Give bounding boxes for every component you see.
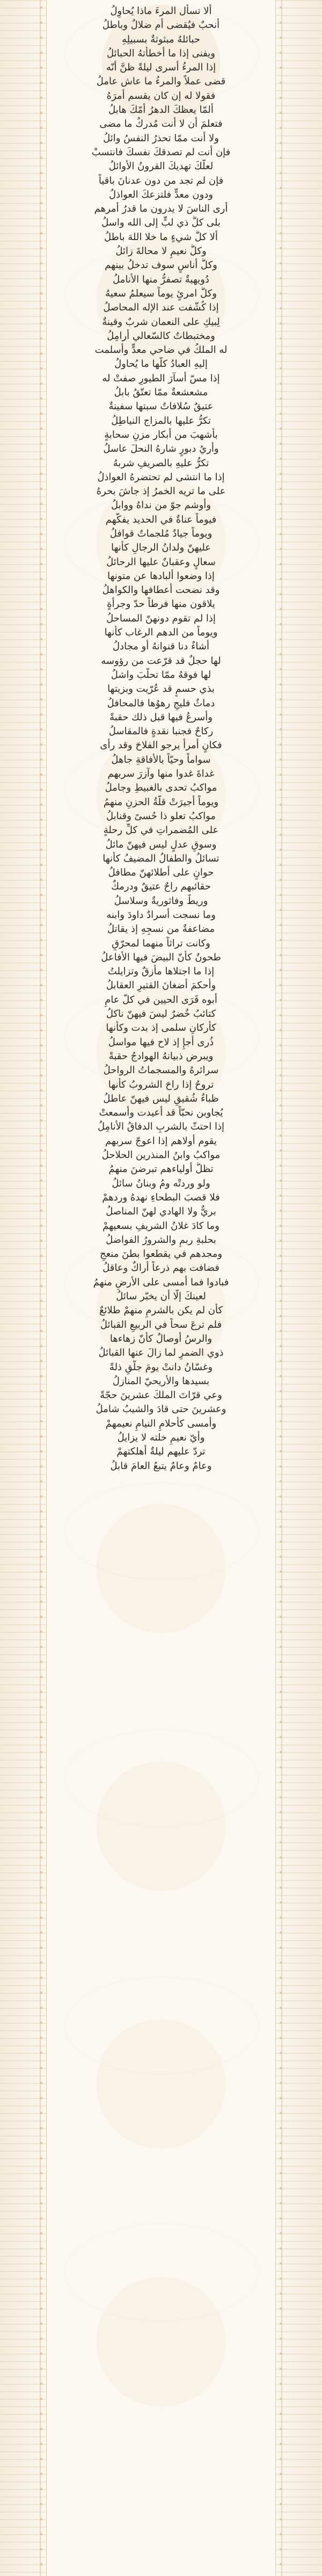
poem-line: وريطٌ وفاثوريةٌ وسلاسلُ — [114, 895, 208, 907]
poem-line: كأن لم يكن بالشرمِ منهمْ طلائعٌ — [99, 1305, 223, 1316]
poem-line: إذا كُشّفت عند الإله المحاصلُ — [103, 302, 219, 314]
right-ornamental-border — [275, 0, 322, 2576]
poem-line: لِبيكِ على النعمان شربٌ وقينةٌ — [102, 316, 220, 328]
poem-line: إذا لم تقوم دونهنّ المساحلُ — [106, 612, 216, 624]
poem-line: حوانٍ على أطلائهنّ مطافلُ — [108, 867, 214, 879]
poem-line: ويوماً من الدهم الرغاب كأنها — [104, 627, 218, 639]
poem-line: أرى الناسَ لا يدرون ما قدرُ أمرهم — [94, 203, 228, 215]
poem-line — [42, 1657, 280, 1671]
poem-line: لعينكَ إلّا أن يخبّر سائلُ — [116, 1291, 206, 1303]
poem-line: وعامٌ وعامٌ يتبعُ العامَ قابلُ — [110, 1460, 212, 1472]
poem-line: وكلُّ نعيمٍ لا محالةَ زائلُ — [115, 245, 207, 257]
poem-line: فتعلمَ أن لا أنت مُدركُ ما مضى — [99, 118, 223, 130]
poem-line: ويفنى إذا ما أخطأتهُ الحبائلُ — [107, 47, 215, 59]
poem-line: ومجدهم في يقطعوا بطنَ منعجٍ — [99, 1248, 223, 1260]
poem-line: إذا المرءُ أسرى ليلةً ظنَّ أنّه — [106, 62, 216, 74]
poem-line: بسيدها والأريحيّ المنازلُ — [112, 1375, 210, 1387]
poem-line: بريٌّ ولا الهادي لهنّ المناصلُ — [106, 1206, 216, 1218]
poem-line: سواماً وحيّاً بالأفاقةِ جاهلُ — [111, 754, 211, 765]
poem-line: وغسّانُ دانتْ يومَ جلّقِ ذلةً — [109, 1361, 213, 1373]
poem-line: فإن أنت لم تصدقكَ نفسكَ فانتسبْ — [91, 146, 231, 158]
poem-line: وكلُّ أناسٍ سوف تدخلُ بينهم — [105, 259, 217, 271]
poem-line: بذي حسمٍ قد عُرّيت وبزيتها — [107, 683, 215, 695]
poem-line: مواكبُ تحدى بالغبيطِ وجاملُ — [105, 782, 217, 794]
poem-line: كتائبُ خُضرٌ ليسَ فيهنّ ناكلُ — [106, 1008, 216, 1020]
poem-line: ولا أنت ممّا تحذرُ النفسُ وائلُ — [103, 132, 219, 144]
poem-line: ولو وردتْه ومُ وبنانُ سائلُ — [112, 1177, 210, 1189]
poem-line: إذا مسّ أسآرَ الطيورِ صفتْ له — [102, 372, 220, 384]
poem-line: إذا احتثّ بالشربِ الدفاقُ الأنامِلُ — [97, 1121, 225, 1133]
poem-line: عتيقٌ سُلافاتٌ سبتها سفينةٌ — [108, 401, 214, 413]
poem-line: وما كادَ غلانُ الشريفِ بسعيهمْ — [103, 1220, 219, 1232]
poem-line: إذا وضعوا ألبادها عن متونها — [107, 570, 215, 582]
poem-line: إذا ما انتشى لم تحتضرهُ العواذلُ — [97, 471, 225, 483]
poem-line: بلى كلُّ ذي لبٍّ إلى الله واسلُ — [101, 217, 221, 229]
poem-line: ركاحٌ فجنبا نقدةٍ فالمقاسلُ — [108, 726, 214, 737]
poem-line: ظباءٌ شُقيقٍ ليس فيهنّ عاطلُ — [103, 1092, 219, 1104]
poem-line: على المُضمراتِ في كلِّ رحلةٍ — [103, 824, 219, 836]
poem-line: حقائبهم راحٌ عتيقٌ ودرمكٌ — [111, 881, 211, 893]
poem-line — [42, 1558, 280, 1572]
poem-line: مشعشعةٌ ممّا تعتّقُ بابلُ — [114, 387, 208, 399]
poem-line: دُويهيةٌ تصفرُّ منها الأناملُ — [113, 273, 209, 285]
poem-line: فلا قصبَ البطحاءِ نهدهُ وردهمْ — [102, 1191, 220, 1203]
poem-line: فإن لم تجد من دون عدنانَ باقياً — [98, 175, 224, 186]
poem-line: فلم ترعَ سحاً في الربيعِ القبائلُ — [100, 1319, 222, 1330]
poem-line: فضافت بهم ذرعاً أراكٌ وعاقلُ — [103, 1262, 219, 1274]
poem-line — [42, 1501, 280, 1515]
poem-line: وسوقٍ عدلٍ ليس فيهنّ مائلُ — [105, 838, 217, 850]
poem-line: وكلُّ امرئٍ يوماً سيعلمُ سعيهُ — [105, 287, 217, 299]
poem-line: وما نسجت أسرادٌ داودَ وابنه — [106, 909, 216, 921]
poem-line — [42, 1544, 280, 1558]
poem-line — [42, 1487, 280, 1501]
poem-line: تكرُّ عليهِ بالصريفِ شربهُ — [113, 457, 209, 469]
poem-line: وكانت تراثاً منهما لمحرّقٍ — [112, 937, 210, 949]
poem-line: والرسُ أوصالٌ كأنّ زهاءها — [109, 1333, 213, 1344]
poem-line: وأسرعُ فيها قبل ذلك حقبةً — [109, 711, 213, 723]
poem-line — [42, 1671, 280, 1685]
poem-line: ويوماً جيادٌ مُلجماتٌ قوافلُ — [109, 527, 213, 539]
poem-line: إليهِ العبادُ كلّها ما يُحاولُ — [114, 358, 208, 370]
poem-line: وأريُ دبورٍ شارهُ النحلَ عاسلُ — [103, 443, 219, 455]
poem-line: على ما تريه الخمرُ إذ جاشَ بحرهُ — [96, 486, 226, 497]
poem-line: تظلُّ أولياءهم تبرضنَ منهمُ — [108, 1163, 214, 1175]
poem-line: ودون معدٍّ فلتزعكَ العواذلُ — [109, 189, 213, 200]
poem-line: دماثٌ فليجٍ رهوُها فالمحافلُ — [107, 697, 215, 709]
poem-line — [42, 1629, 280, 1642]
poem-line: ألمّا يعظكَ الدهرُ أمّكَ هابلُ — [108, 104, 214, 116]
poem-line: ألا تسأل المرءَ ماذا يُحاوِلُ — [110, 5, 212, 17]
poem-line: ومختبطاتٌ كالسّعالي أرامِلُ — [107, 330, 215, 342]
poem-line: فبادوا فما أمسى على الأرضِ منهمُ — [93, 1276, 229, 1288]
poem-line: إذا ما اجتلاها مأزقٌ وتزايلتُ — [107, 966, 215, 978]
poem-line: فقولا له إن كان يقسم أمرَهُ — [106, 90, 216, 102]
poem-line: مضاعفةٌ من نسجِهِ إذ يقاتلُ — [107, 923, 215, 935]
poem-line: تكرُّ عليها بالمزاج النياطِلُ — [111, 415, 211, 426]
poem-line — [42, 1572, 280, 1586]
poem-line: بحلبةِ ربمٍ والشرورُ الفواضلُ — [106, 1234, 216, 1246]
poem-line: وعشرينَ حتى قادَ والشيبُ شاملُ — [96, 1403, 226, 1415]
poem-line: طحونٌ كأنّ البيضَ فيها الأفاعلُ — [101, 951, 221, 963]
poem-line: وأيّ نعيمٍ خلته لا يزايلُ — [117, 1431, 205, 1443]
poem-line: وقد نضحت أعطافها والكواهلُ — [102, 584, 220, 596]
poem-line: سرائرهُ والمسجماتُ الرواحلُ — [103, 1065, 219, 1076]
poem-line: مواكبُ تعلو ذا حُسىً وقنابلُ — [106, 810, 216, 822]
poem-line — [42, 1601, 280, 1615]
poem-line: عليهنّ ولدانُ الرجالِ كأنها — [111, 542, 211, 554]
poem-line: يلاقون منها فرطاً حدّ وجرأةٍ — [107, 598, 215, 610]
poem-line: ويوماً أجيرَتْ قلّةُ الحزنِ منهمُ — [103, 796, 219, 808]
poem-line: تروحُ إذا راحَ الشروبُ كأنها — [108, 1079, 214, 1090]
poem-line: لعلّكَ تهديكَ القرونُ الأوائلُ — [108, 161, 214, 172]
poem-line: أنحبٌ فيُقضى أم ضلالٌ وباطلُ — [102, 19, 220, 31]
poem-line: أشاءٌ دنا قنوانهُ أو مجادلُ — [113, 641, 209, 653]
poem-line: تسائلُ والطفالُ المضيفُ كأنها — [103, 852, 219, 864]
poem-line: وأمسى كأحلامِ النيامِ نعيمهمْ — [105, 1417, 217, 1429]
poem-line — [42, 1516, 280, 1530]
poem-line — [42, 1473, 280, 1487]
poem-line — [42, 1615, 280, 1629]
poem-line — [42, 1642, 280, 1656]
poem-line — [42, 1586, 280, 1600]
poem-line: لها حجلٌ قد قرّعت من رؤوسه — [101, 655, 221, 667]
poem-line: فيوماً عناةٌ في الحديد يفكّهم — [105, 513, 217, 525]
poem-line: مواكبُ وابنُ المنذرين الحلاحلُ — [101, 1149, 221, 1161]
poem-line: قضى عملاً والمرءُ ما عاش عاملُ — [96, 76, 226, 88]
left-ornamental-border — [0, 0, 47, 2576]
poem-line: وعي قرّاتَ الملكَ عشرينَ حجّةً — [100, 1390, 222, 1401]
poem-line: ذُرى أجإٍ إذ لاح فيها مواسلُ — [108, 1036, 214, 1048]
poem-line: أبوه قَرَى الحيين في كلّ عامٍ — [105, 994, 217, 1005]
poem-line: حبائلهُ مبثوثةٌ بسبيلِهِ — [121, 33, 201, 45]
poem-line — [42, 1685, 280, 1699]
poem-line: يُجاوبن نحبّاً قد أعيدت وأسمعتْ — [99, 1107, 223, 1119]
poem-line: يقوم أولاهم إذا اعوجّ سربهم — [105, 1135, 217, 1147]
poem-line: وأوشم جوّ من نداهُ ووابلُ — [111, 500, 211, 511]
poem-line: ألا كلُّ شيءٍ ما خلا اللهَ باطلُ — [104, 231, 218, 243]
poem-line: ويبرض ذبيانهُ الهوادجُ حقبةً — [108, 1050, 214, 1062]
poem-line — [42, 1530, 280, 1544]
poem-line: وأحكمَ أضغانَ القتيرِ العقابلُ — [106, 980, 216, 992]
poem-line: بأشهبَ من أبكار مزنِ سحابةٍ — [104, 429, 218, 440]
poem-line: له الملكُ في ضاحي معدٍّ وأسلمت — [94, 344, 228, 356]
poem-line: تردّ عليهم ليلةٌ أهلكتهمْ — [116, 1446, 206, 1458]
poem-line: غداةَ غدوا منها وآزرَ سربهم — [107, 768, 215, 780]
poem-line: سعالٍ وعقبانٌ عليها الرحائلُ — [106, 556, 216, 568]
poem-line: ذوي الضمرِ لما زالَ عنها القبائلُ — [98, 1347, 224, 1359]
poem-line: كأركانِ سلمى إذ بدت وكأنها — [106, 1022, 216, 1034]
poem-line: فكانٍ أمرأً يرجو الفلاحَ وقد رأى — [100, 740, 222, 751]
poem-line: لها فوقهُ ممّا تحلّبَ واشلُ — [111, 669, 211, 681]
poem-text — [42, 4, 280, 2572]
